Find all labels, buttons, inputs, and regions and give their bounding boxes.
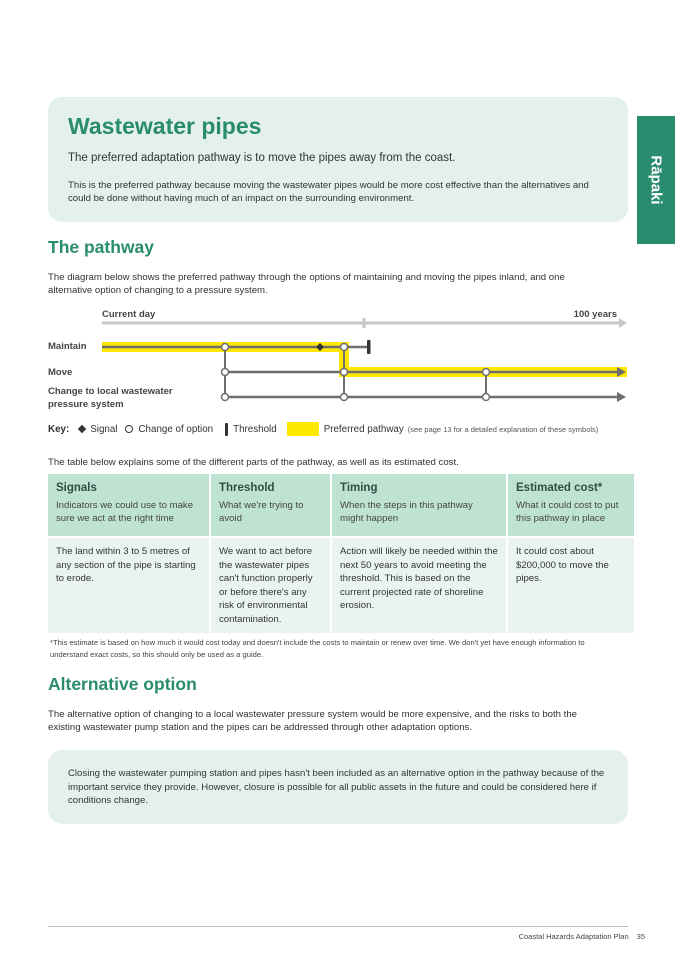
change-node [341, 394, 348, 401]
pathway-heading: The pathway [48, 237, 154, 257]
change-node [483, 394, 490, 401]
diagram-key [48, 422, 598, 436]
header-estimated-cost: Estimated cost* What it could cost to put this pathway in place [508, 474, 634, 536]
row-label-maintain: Maintain [48, 341, 87, 352]
cell-signals: The land within 3 to 5 metres of any section of the pipe is starting to erode. [48, 536, 209, 633]
closing-box [48, 750, 628, 824]
key-threshold-text: Threshold [233, 423, 277, 435]
page-number: 35 [636, 932, 645, 941]
change-node [222, 344, 229, 351]
key-note: (see page 13 for a detailed explanation of these symbols) [407, 424, 599, 434]
key-preferred-text: Preferred pathway [323, 423, 404, 435]
key-signal-text: Signal [90, 423, 118, 435]
closing-text: Closing the wastewater pumping station and pipes hasn't been included as an alternative option in the pathway because of the important service they provide. However, closure is possible for all public assets in the future and could be considered here if conditions change. [68, 768, 605, 806]
header-signals: Signals Indicators we could use to make sure we act at the right time [48, 474, 209, 536]
alternative-body: The alternative option of changing to a local wastewater pressure system would be more expensive, and the risks to both the existing wastewater pump station and the pipes can be addressed through other adaptation options. [48, 709, 578, 733]
cell-timing: Action will likely be needed within the next 50 years to avoid meeting the threshold. This is based on the current projected rate of shoreline erosion. [332, 536, 506, 633]
pathway-table [46, 474, 636, 633]
table-intro: The table below explains some of the different parts of the pathway, as well as its estimated cost. [48, 457, 459, 468]
intro-box [48, 97, 628, 222]
change-node [341, 344, 348, 351]
preferred-pathway-swatch-icon [287, 422, 319, 436]
page-title: Wastewater pipes [68, 113, 262, 139]
footer-doc-title: Coastal Hazards Adaptation Plan [518, 932, 629, 941]
threshold-icon [225, 423, 228, 436]
page-footer [519, 932, 645, 941]
header-threshold: Threshold What we're trying to avoid [211, 474, 330, 536]
pressure-arrowhead [617, 392, 626, 402]
intro-lead: The preferred adaptation pathway is to move the pipes away from the coast. [68, 152, 456, 164]
footer-divider [48, 926, 628, 927]
row-label-pressure-1: Change to local wastewater [48, 386, 173, 397]
table-header-row [48, 474, 634, 536]
row-label-pressure-2: pressure system [48, 399, 124, 410]
timeline-arrowhead [619, 318, 627, 328]
change-of-option-icon [125, 425, 133, 433]
header-timing: Timing When the steps in this pathway might happen [332, 474, 506, 536]
intro-body: This is the preferred pathway because moving the wastewater pipes would be more cost effective than the alternatives and could be done without having much of an impact on the surrounding environment. [68, 180, 589, 204]
pathway-description: The diagram below shows the preferred pathway through the options of maintaining and moving the pipes inland, and one alternative option of changing to a pressure system. [48, 272, 565, 296]
alternative-heading: Alternative option [48, 674, 197, 694]
signal-icon [78, 425, 86, 433]
pathway-diagram [0, 300, 675, 412]
row-label-move: Move [48, 367, 73, 378]
table-row [48, 536, 634, 633]
timeline-end-label: 100 years [573, 309, 617, 320]
key-label: Key: [48, 423, 70, 435]
cell-threshold: We want to act before the wastewater pipes can't function properly or before there's any risk of environmental contamination. [211, 536, 330, 633]
timeline-start-label: Current day [102, 309, 156, 320]
section-tab[interactable] [637, 116, 675, 244]
maintain-threshold-icon [367, 340, 371, 354]
section-tab-label: Rāpaki [647, 155, 665, 205]
key-change-text: Change of option [138, 423, 214, 435]
change-node [341, 369, 348, 376]
cost-footnote: *This estimate is based on how much it would cost today and doesn't include the costs to maintain or renew over time. We don't yet have enough information to understand exact costs, so this should only be used as a guide. [50, 638, 585, 659]
change-node [222, 394, 229, 401]
change-node [222, 369, 229, 376]
change-node [483, 369, 490, 376]
cell-estimated-cost: It could cost about $200,000 to move the pipes. [508, 536, 634, 633]
